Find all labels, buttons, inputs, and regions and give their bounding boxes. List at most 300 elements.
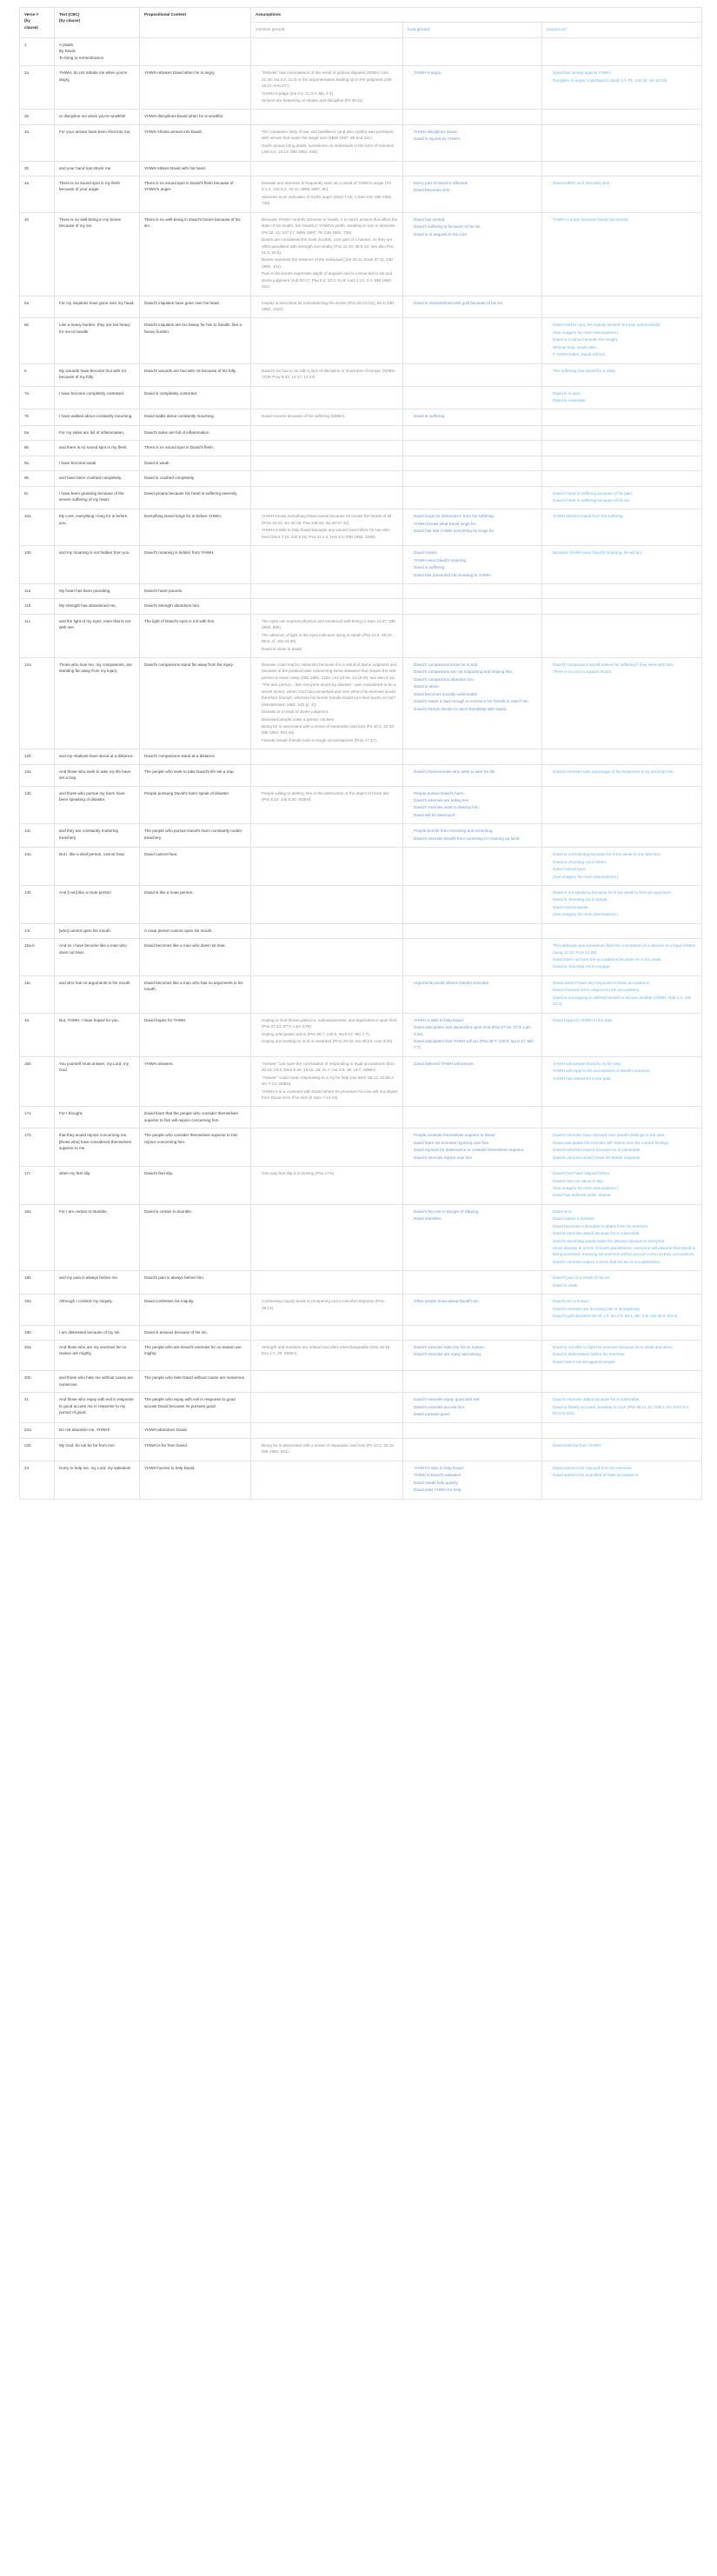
- cell-common-ground-item: · Sinners are deserving of rebuke and discipline (Ps 39:11).: [256, 97, 398, 103]
- cell-common-ground-item: · Confessing iniquity leads to prospering and a merciful response (Prov 28:13).: [256, 1298, 398, 1311]
- cell-text-cbc: [55, 486, 140, 509]
- cell-playground-item: · David chooses not to respond to the accusations.: [547, 987, 697, 993]
- cell-local-ground-item: · Every part of David is affected.: [408, 180, 537, 186]
- cell-local-ground: [403, 386, 542, 409]
- cell-text-cbc-line: and my pain is always before me.: [59, 1275, 119, 1281]
- cell-local-ground-item: · David's companions know he is sick.: [408, 662, 537, 668]
- cell-text-cbc-line: and my moaning is not hidden from you.: [59, 550, 130, 556]
- cell-playground: [542, 1107, 702, 1128]
- cell-propositional-content-line: David becomes like a man who does not hear.: [144, 943, 226, 949]
- cell-local-ground-item: · David believes YHWH will answer.: [408, 1061, 537, 1067]
- cell-propositional-content: [140, 296, 251, 318]
- cell-verse-number: [20, 599, 55, 614]
- cell-propositional-content-line: The people who pursue David's harm constantly mutter treachery.: [144, 829, 242, 840]
- cell-text-cbc-line: and there is no sound spot in my flesh.: [59, 445, 128, 450]
- cell-local-ground-item: · David's foes/enemies who seek to take his life: [408, 769, 537, 775]
- cell-text-cbc: [55, 1461, 140, 1499]
- table-row: [20, 471, 702, 486]
- cell-verse-number-line: 14c: [24, 928, 31, 933]
- cell-propositional-content: [140, 66, 251, 110]
- cell-playground-item: · David's heart is suffering because of his pain.: [547, 490, 697, 496]
- cell-playground-list: [547, 216, 697, 223]
- cell-verse-number: [20, 658, 55, 749]
- cell-playground: [542, 456, 702, 470]
- cell-local-ground-list: [408, 1208, 537, 1222]
- cell-playground-list: [547, 390, 697, 404]
- table-row: [20, 1295, 702, 1325]
- cell-propositional-content-line: The people who repay with evil in response to good accuse David because he pursues good.: [144, 1397, 236, 1408]
- cell-text-cbc-line: My heart has been pounding,: [59, 588, 111, 593]
- cell-local-ground: [403, 749, 542, 764]
- cell-common-ground: [251, 749, 403, 764]
- cell-local-ground-item: · David's enemies rejoice over him.: [408, 1155, 537, 1161]
- cell-common-ground: [251, 1271, 403, 1295]
- cell-verse-number-line: 9a: [24, 460, 30, 465]
- cell-propositional-content: [140, 749, 251, 764]
- cell-common-ground: [251, 583, 403, 598]
- cell-propositional-content-line: The people who consider themselves superior to him rejoice concerning him.: [144, 1133, 238, 1144]
- cell-playground: [542, 1461, 702, 1499]
- cell-common-ground: [251, 37, 403, 65]
- cell-text-cbc-line: and have been crushed completely.: [59, 476, 123, 481]
- cell-playground: [542, 749, 702, 764]
- cell-propositional-content-line: David is weak.: [144, 460, 170, 465]
- cell-playground-item: · (See imagery for more assumptions.): [547, 1185, 697, 1191]
- cell-common-ground-list: [256, 70, 398, 103]
- cell-text-cbc: [55, 848, 140, 886]
- cell-playground-list: [547, 889, 697, 918]
- cell-common-ground: [251, 409, 403, 425]
- cell-playground-item: · David's enemies have rejoiced over David's feelings in the past.: [547, 1132, 697, 1138]
- cell-verse-number-line: 16: [24, 1017, 30, 1022]
- cell-local-ground: [403, 1128, 542, 1167]
- cell-local-ground: [403, 1393, 542, 1423]
- cell-propositional-content-line: David's feet slip.: [144, 1171, 174, 1176]
- cell-local-ground-item: · YHWH sees David's moaning.: [408, 557, 537, 563]
- cell-propositional-content: [140, 363, 251, 386]
- cell-playground-item: · David's companions would relieve his suffering if they were with him.: [547, 662, 697, 668]
- cell-common-ground-list: [256, 368, 398, 381]
- cell-local-ground-list: [408, 790, 537, 819]
- cell-propositional-content-line: David becomes like a man who has no arguments in his mouth.: [144, 980, 243, 992]
- cell-propositional-content: [140, 1295, 251, 1325]
- cell-verse-number-line: 1: [24, 42, 27, 47]
- cell-local-ground-item: · David is in anguish to his core.: [408, 231, 537, 237]
- cell-text-cbc: [55, 66, 140, 110]
- cell-common-ground-list: [256, 180, 398, 207]
- cell-verse-number-line: 22b: [24, 1442, 31, 1448]
- cell-verse-number: [20, 471, 55, 486]
- cell-propositional-content: [140, 318, 251, 363]
- cell-playground: [542, 1340, 702, 1370]
- col-header-text-sub: (by clause): [59, 18, 80, 23]
- cell-playground-item: · YHWH will answer David's cry for help.: [547, 1061, 697, 1067]
- cell-text-cbc: [55, 441, 140, 456]
- cell-propositional-content: [140, 599, 251, 614]
- cell-local-ground: [403, 1107, 542, 1128]
- cell-propositional-content: [140, 1393, 251, 1423]
- cell-common-ground: [251, 212, 403, 296]
- cell-local-ground: [403, 124, 542, 161]
- cell-playground-list: [547, 942, 697, 970]
- cell-text-cbc: [55, 1295, 140, 1325]
- cell-verse-number-line: 2b: [24, 114, 30, 119]
- cell-propositional-content-line: David is crushed completely.: [144, 476, 196, 481]
- cell-local-ground-item: · David anticipates that YHWH will act (Psa 39:7; 130:5; Isa 8:17; Mic 7:7).: [408, 1038, 537, 1051]
- cell-playground-item: · YHWH has answered in the past.: [547, 1075, 697, 1082]
- cell-playground: [542, 386, 702, 409]
- cell-text-cbc-line: My wounds have become foul with rot because of my folly.: [59, 368, 126, 380]
- cell-text-cbc-line: There is no sound spot in my flesh because of your anger.: [59, 181, 120, 192]
- cell-verse-number: [20, 1340, 55, 1370]
- cell-playground: [542, 486, 702, 509]
- col-header-text-main: Text (CBC): [59, 12, 80, 17]
- cell-playground-item: · David's enemies attack because he is vulnerable.: [547, 1396, 697, 1402]
- cell-text-cbc: [55, 885, 140, 923]
- cell-local-ground-item: · David has told YHWH everything he longs for.: [408, 528, 537, 534]
- cell-propositional-content-line: David cannot hear.: [144, 852, 178, 857]
- cell-common-ground-item: · Being far is associated with a sense of separation and loss (Ps 10:1; 22:19; DBI 1982, 931-32).: [256, 723, 398, 736]
- table-row: [20, 848, 702, 886]
- cell-propositional-content-line: David's moaning is hidden from YHWH.: [144, 550, 215, 556]
- cell-text-cbc-line: For my sides are full of inflammation,: [59, 429, 125, 435]
- cell-propositional-content: [140, 614, 251, 657]
- table-row: [20, 176, 702, 213]
- cell-playground-list: [547, 1344, 697, 1365]
- cell-local-ground-item: · David's suffering is because of his sin.: [408, 223, 537, 230]
- cell-text-cbc: [55, 658, 140, 749]
- cell-verse-number: [20, 923, 55, 938]
- cell-propositional-content: [140, 110, 251, 124]
- cell-verse-number-line: 13b: [24, 790, 31, 795]
- cell-propositional-content-line: David walks about constantly mourning.: [144, 414, 215, 419]
- cell-propositional-content: [140, 1423, 251, 1438]
- cell-playground: [542, 471, 702, 486]
- cell-text-cbc-line: My God, do not be far from me!: [59, 1442, 115, 1448]
- cell-text-cbc-line: I have become completely contorted.: [59, 390, 125, 396]
- cell-verse-number-line: 5a: [24, 300, 30, 305]
- cell-propositional-content: [140, 1461, 251, 1499]
- cell-playground-item: · David is choosing not to listen.: [547, 859, 697, 865]
- cell-propositional-content: [140, 764, 251, 786]
- cell-propositional-content-line: The people who seek to take David's life set a trap.: [144, 769, 235, 774]
- table-row: [20, 1056, 702, 1107]
- cell-local-ground-list: [408, 413, 537, 419]
- table-row: [20, 885, 702, 923]
- cell-playground-item: · David's feet have slipped before.: [547, 1170, 697, 1176]
- cell-local-ground-item: · YHWH is angry.: [408, 70, 537, 76]
- cell-local-ground: [403, 1295, 542, 1325]
- cell-common-ground: [251, 1295, 403, 1325]
- cell-local-ground-item: · David has presented his moaning to YHWH.: [408, 572, 537, 578]
- table-row: [20, 1340, 702, 1370]
- cell-local-ground-list: [408, 513, 537, 534]
- cell-common-ground-list: [256, 790, 398, 803]
- cell-propositional-content-line: YHWH answers.: [144, 1061, 174, 1066]
- cell-common-ground: [251, 975, 403, 1013]
- cell-common-ground-item: · Disease is a result of divine judgment.: [256, 709, 398, 715]
- cell-common-ground: [251, 1340, 403, 1370]
- table-row: [20, 509, 702, 546]
- cell-verse-number: [20, 1423, 55, 1438]
- cell-common-ground-item: · "Answer" could mean responding to a cry for help (Isa 58:9; 65:12, 24;66:4; Jer 7:13; SDBH).: [256, 1075, 398, 1088]
- table-row: [20, 1325, 702, 1340]
- cell-propositional-content-line: David hopes for YHWH.: [144, 1017, 187, 1022]
- cell-text-cbc: [55, 1340, 140, 1370]
- cell-playground-list: [547, 180, 697, 186]
- cell-propositional-content-line: David's iniquities have gone over his head.: [144, 300, 220, 305]
- cell-playground-item: · David is weak.: [547, 1282, 697, 1288]
- cell-local-ground: [403, 296, 542, 318]
- cell-common-ground: [251, 296, 403, 318]
- cell-local-ground: [403, 1461, 542, 1499]
- cell-common-ground-list: [256, 300, 398, 313]
- cell-common-ground-item: · David's sin has to do with a lack of discipline or shortness of temper (SDBH ;אִוֶּלֶת Prov 5:23; 14:17; 12:23).: [256, 368, 398, 381]
- table-row: [20, 1438, 702, 1461]
- cell-local-ground-list: [408, 1132, 537, 1161]
- cell-common-ground: [251, 1371, 403, 1393]
- cell-text-cbc: [55, 1107, 140, 1128]
- cell-playground-item: · David is not arguing to defend himself or accuse another (SDBH; Hab 2:1; Job 23:4).: [547, 995, 697, 1008]
- cell-common-ground: [251, 318, 403, 363]
- cell-propositional-content-line: David confesses his iniquity.: [144, 1299, 195, 1304]
- cell-playground-item: · David's sin is known.: [547, 1298, 697, 1304]
- cell-common-ground-item: · The Canaanite deity of war and pestilence (and also Apollo) was portrayed with arrows that made the target sick (SBW 1997, 85 and 221).: [256, 129, 398, 142]
- cell-propositional-content-line: The people who hate David without cause are numerous.: [144, 1375, 246, 1381]
- cell-playground-item: · David is choosing not to engage.: [547, 963, 697, 969]
- cell-common-ground-item: · Pain in the bones expresses depth of anguish and is connected to sin and divine judgment (Job 30:17; Psa 6:2; 32:3; 51:8; Lam 1:13; 3:4; DBI 1982, 421).: [256, 270, 398, 290]
- cell-propositional-content: [140, 471, 251, 486]
- cell-local-ground-item: · People consider themselves superior to David.: [408, 1132, 537, 1138]
- cell-text-cbc: [55, 471, 140, 486]
- cell-verse-number-line: 18b: [24, 1275, 31, 1281]
- cell-text-cbc-line: Those who love me, my companions, are standing far away from my injury,: [59, 662, 132, 674]
- cell-verse-number: [20, 824, 55, 848]
- cell-local-ground: [403, 546, 542, 584]
- cell-propositional-content-line: There is no sound spot in David's flesh because of YHWH's anger.: [144, 181, 234, 192]
- cell-verse-number-line: 11a: [24, 588, 31, 593]
- cell-local-ground: [403, 824, 542, 848]
- cell-propositional-content-line: YHWH strikes David with his hand.: [144, 165, 206, 170]
- cell-playground-list: [547, 851, 697, 880]
- cell-text-cbc: [55, 923, 140, 938]
- cell-local-ground: [403, 37, 542, 65]
- cell-verse-number-line: 12b: [24, 754, 31, 759]
- cell-playground: [542, 363, 702, 386]
- cell-text-cbc-line: My Lord, everything I long for is before you,: [59, 514, 128, 525]
- cell-verse-number-line: 3b: [24, 165, 30, 170]
- table-row: [20, 923, 702, 938]
- cell-local-ground: [403, 441, 542, 456]
- col-header-propositional-content: Propositional Content: [140, 8, 251, 38]
- table-row: [20, 1393, 702, 1423]
- table-row: [20, 425, 702, 440]
- cell-local-ground: [403, 1340, 542, 1370]
- cell-playground: [542, 885, 702, 923]
- table-row: [20, 749, 702, 764]
- cell-text-cbc-line: I have become weak: [59, 460, 96, 465]
- cell-local-ground: [403, 1423, 542, 1438]
- cell-propositional-content-line: YHWH hurries to help David.: [144, 1465, 196, 1470]
- cell-common-ground-item: · Disease and sickness is frequently seen as a result of YHWH's anger (Ps 6:1-2, 102:3-4, 10-11; SBW 1997, 80).: [256, 180, 398, 193]
- cell-verse-number: [20, 1371, 55, 1393]
- cell-text-cbc-line: I have been groaning because of the severe suffering of my heart.: [59, 490, 124, 502]
- cell-playground-list: [547, 1465, 697, 1479]
- cell-playground-list: [547, 1208, 697, 1266]
- cell-common-ground: [251, 786, 403, 824]
- cell-common-ground-item: · Hoping in God shows patience, submissiveness, and dependence upon God (Psa 27:14; 37:3; Lam 3:25).: [256, 1017, 398, 1030]
- cell-playground-list: [547, 1132, 697, 1161]
- cell-local-ground-list: [408, 300, 537, 306]
- cell-verse-number-line: 22a: [24, 1428, 31, 1433]
- cell-text-cbc-line: And so I have become like a man who does not hear.: [59, 943, 127, 955]
- cell-common-ground-item: · The eyes can express physical and emotional well-being (1 Sam 14:27; DBI 1892, 892).: [256, 618, 398, 631]
- cell-verse-number-line: 13c: [24, 829, 31, 834]
- cell-text-cbc-line: Although I confess my iniquity,: [59, 1299, 113, 1304]
- cell-common-ground-list: [256, 513, 398, 540]
- cell-playground: [542, 614, 702, 657]
- cell-common-ground-item: · Because YHWH controls sickness or health, it is man's actions that affect the state of his health. Sin results in YHWH's wrath, resulting in turn in sickness (Ps 32; 41; 107:17; SBW 1997, 79; DBI 1982, 736).: [256, 216, 398, 236]
- cell-verse-number: [20, 1325, 55, 1340]
- cell-local-ground-item: · David's enemies accuse him.: [408, 1404, 537, 1410]
- cell-playground-item: · David anticipates his enemies will rejoice over his current feelings.: [547, 1140, 697, 1146]
- cell-local-ground-item: · YHWH is able to help David.: [408, 1465, 537, 1471]
- table-row: [20, 296, 702, 318]
- cell-playground: [542, 1271, 702, 1295]
- cell-playground-item: · YHWH delivers David from his suffering.: [547, 513, 697, 519]
- cell-playground-item: · David is not speaking because he is too weak to form an argument.: [547, 889, 697, 895]
- cell-text-cbc-line: when my feet slip.: [59, 1171, 91, 1176]
- cell-playground-item: · David tried to carry his iniquity himself, but was unsuccessful.: [547, 322, 697, 328]
- cell-playground: [542, 1128, 702, 1167]
- cell-text-cbc-line: And those who are my enemies for no reason are mighty,: [59, 1344, 127, 1356]
- cell-common-ground: [251, 764, 403, 786]
- cell-verse-number: [20, 1271, 55, 1295]
- cell-verse-number: [20, 1056, 55, 1107]
- cell-text-cbc: [55, 409, 140, 425]
- cell-playground-list: [547, 1275, 697, 1288]
- cell-local-ground: [403, 1438, 542, 1461]
- cell-verse-number-line: 14a: [24, 852, 31, 857]
- cell-common-ground: [251, 110, 403, 124]
- cell-local-ground: [403, 1013, 542, 1056]
- cell-text-cbc-line: For your arrows have been shot into me,: [59, 129, 131, 134]
- cell-text-cbc-line: and those who hate me without cause are numerous.: [59, 1375, 134, 1387]
- cell-playground: [542, 1393, 702, 1423]
- cell-propositional-content: [140, 1271, 251, 1295]
- cell-propositional-content-line: There is no well-being in David's bones because of his sin.: [144, 216, 241, 229]
- cell-common-ground-list: [256, 662, 398, 743]
- cell-common-ground-item: · Diseased people make a person unclean.: [256, 716, 398, 722]
- cell-verse-number: [20, 786, 55, 824]
- cell-playground-item: · YHWH is angry because David has sinned.: [547, 216, 697, 223]
- cell-playground-list: [547, 549, 697, 556]
- cell-verse-number-line: 20b: [24, 1375, 31, 1381]
- cell-propositional-content: [140, 1128, 251, 1167]
- table-row: [20, 824, 702, 848]
- cell-verse-number: [20, 296, 55, 318]
- cell-playground-list: [547, 322, 697, 357]
- cell-propositional-content: [140, 546, 251, 584]
- cell-common-ground-item: · One way feet slip is in sinning (Psa 17:5).: [256, 1170, 398, 1176]
- cell-propositional-content: [140, 37, 251, 65]
- cell-common-ground: [251, 1438, 403, 1461]
- cell-verse-number-line: 19b: [24, 1329, 31, 1335]
- cell-playground-list: [547, 1442, 697, 1448]
- cell-local-ground-list: [408, 70, 537, 76]
- cell-text-cbc: [55, 975, 140, 1013]
- cell-playground-item: · (See imagery for more assumptions.): [547, 874, 697, 880]
- cell-text-cbc: [55, 1128, 140, 1167]
- cell-verse-number-line: 6: [24, 368, 27, 373]
- cell-local-ground: [403, 363, 542, 386]
- cell-playground-item: · If YHWH helps, David will live.: [547, 351, 697, 357]
- cell-local-ground-list: [408, 769, 537, 775]
- cell-propositional-content: [140, 848, 251, 886]
- cell-verse-number-line: 14b: [24, 889, 31, 895]
- cell-propositional-content-line: David is anxious because of his sin.: [144, 1329, 208, 1335]
- cell-common-ground: [251, 176, 403, 213]
- cell-propositional-content-line: David's iniquities are too heavy for him to handle, like a heavy burden.: [144, 323, 242, 334]
- cell-playground-item: · David cannot hear.: [547, 866, 697, 872]
- cell-common-ground-item: · YHWH is able to help David because any wound God inflicts he can also heal (Deut 7:15; Job 5:18; Psa 41:1-4; Hos 6:1; DBI 1982, 3269).: [256, 527, 398, 540]
- table-header: [20, 8, 702, 38]
- cell-verse-number: [20, 1167, 55, 1205]
- cell-verse-number: [20, 456, 55, 470]
- cell-common-ground-item: · YHWH knows everything David wants because he knows the hearts of all (Prov 15:11; Jer 32:19; Psa 139:15; Isa 40:27-31).: [256, 513, 398, 526]
- cell-verse-number: [20, 1295, 55, 1325]
- cell-local-ground: [403, 1325, 542, 1340]
- cell-local-ground-item: · YHWH is David's salvation.: [408, 1472, 537, 1478]
- cell-common-ground-item: · YHWH is in a covenant with David where he promises his love will not depart from David even if he sins (2 Sam 7:14-15).: [256, 1088, 398, 1102]
- cell-text-cbc: [55, 764, 140, 786]
- cell-playground-item: · David's guilt declares his sin (cf. Isa 3:9; 58:1; Mic 3:8; Job 36:9; DCH).: [547, 1313, 697, 1319]
- cell-local-ground-list: [408, 980, 537, 986]
- cell-common-ground: [251, 471, 403, 486]
- cell-verse-number-line: 8a: [24, 429, 30, 435]
- cell-local-ground-item: · David anticipates and dependent upon God (Psa 27:14; 37:3; Lam 3:26).: [408, 1024, 537, 1037]
- table-row: [20, 1167, 702, 1205]
- cell-verse-number-line: 10b: [24, 550, 31, 556]
- cell-text-cbc-line: My strength has abandoned me,: [59, 603, 116, 609]
- cell-playground-list: [547, 1396, 697, 1416]
- cell-local-ground: [403, 456, 542, 470]
- col-header-assumptions: Assumptions: [251, 8, 702, 23]
- cell-verse-number-line: 15a-b: [24, 943, 35, 949]
- cell-common-ground: [251, 1167, 403, 1205]
- cell-verse-number: [20, 318, 55, 363]
- cell-common-ground: [251, 1013, 403, 1056]
- cell-playground: [542, 425, 702, 440]
- table-row: [20, 658, 702, 749]
- cell-propositional-content-line: A mute person cannot open his mouth.: [144, 928, 213, 933]
- cell-common-ground: [251, 441, 403, 456]
- cell-playground-list: [547, 1298, 697, 1319]
- cell-common-ground-item: · Iniquity is described as overwhelming the sinner (Pss 40:13 (12); 65:3; DBI 1982, 1222).: [256, 300, 398, 313]
- cell-local-ground-item: · Arguments would silence David's enemies.: [408, 980, 537, 986]
- cell-local-ground-item: · David's enemies are telling lies.: [408, 797, 537, 803]
- cell-text-cbc-line: YHWH, do not rebuke me when you're angry,: [59, 70, 128, 82]
- cell-common-ground-item: · YHWH is judge (Isa 2:4; 11:3-4; Mic 4:3).: [256, 90, 398, 97]
- cell-playground: [542, 1438, 702, 1461]
- cell-common-ground-list: [256, 1298, 398, 1311]
- cell-text-cbc: [55, 749, 140, 764]
- cell-propositional-content-line: David fears that the people who consider themselves superior to him will rejoice concerning him.: [144, 1111, 238, 1122]
- cell-local-ground: [403, 471, 542, 486]
- cell-propositional-content: [140, 386, 251, 409]
- cell-text-cbc-line: and your hand has struck me.: [59, 165, 112, 170]
- cell-propositional-content: [140, 1167, 251, 1205]
